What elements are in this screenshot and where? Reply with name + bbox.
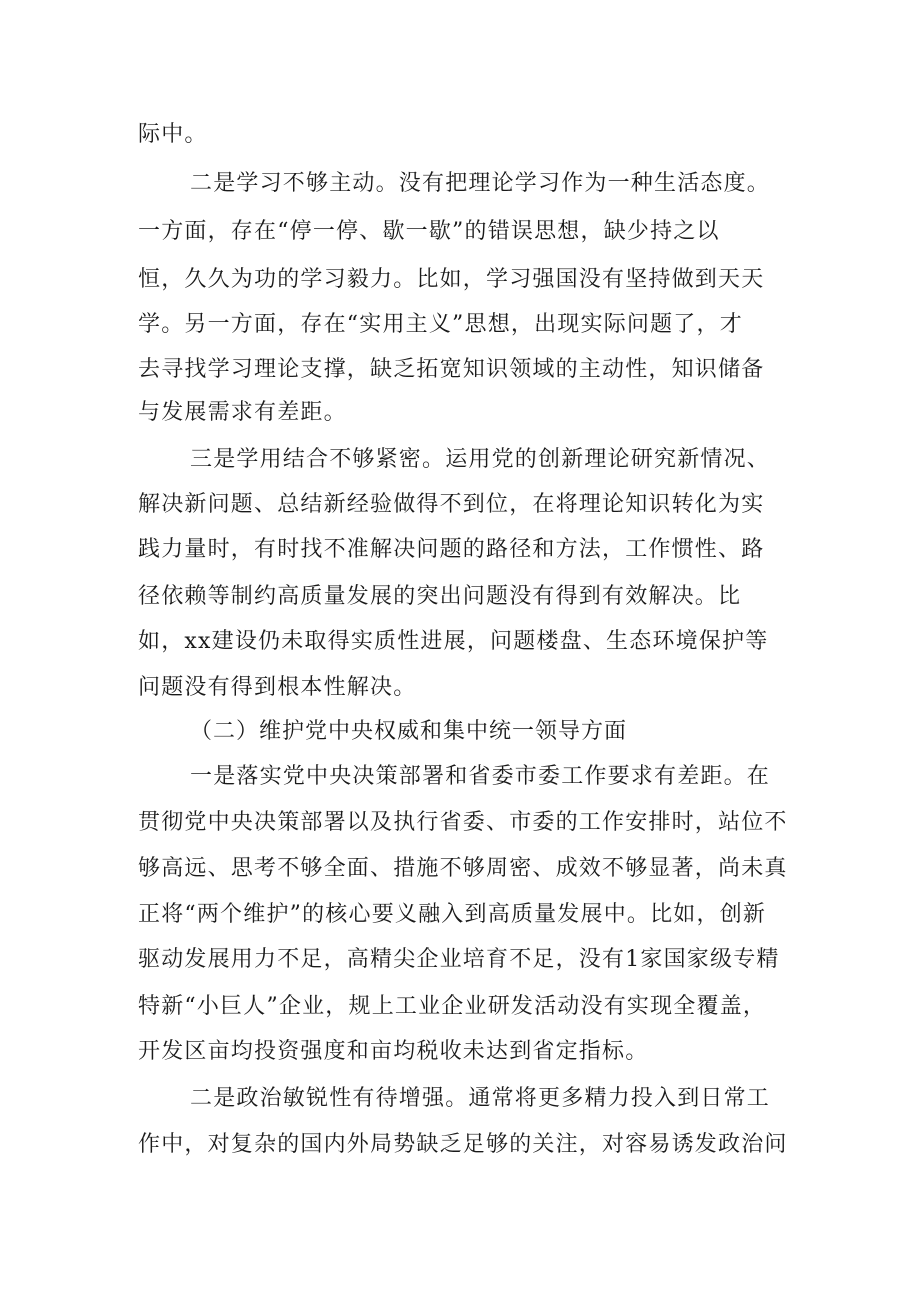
paragraph-first-line: 三是学用结合不够紧密。运用党的创新理论研究新情况、 — [190, 447, 771, 472]
text-line: 解决新问题、总结新经验做得不到位，在将理论知识转化为实 — [138, 492, 765, 517]
text-line: 与发展需求有差距。 — [138, 400, 347, 425]
text-line: 正将“两个维护”的核心要义融入到高质量发展中。比如，创新 — [138, 902, 767, 927]
text-line: 作中，对复杂的国内外局势缺乏足够的关注，对容易诱发政治问 — [138, 1132, 788, 1157]
text-line: 问题没有得到根本性解决。 — [138, 675, 417, 700]
text-line: 特新“小巨人”企业，规上工业企业研发活动没有实现全覆盖， — [138, 994, 767, 1019]
text-line: 贯彻党中央决策部署以及执行省委、市委的工作安排时，站位不 — [138, 810, 788, 835]
text-line: 径依赖等制约高质量发展的突出问题没有得到有效解决。比 — [138, 584, 742, 609]
text-line: 学。另一方面，存在“实用主义”思想，出现实际问题了，才 — [138, 312, 743, 337]
text-line: 开发区亩均投资强度和亩均税收未达到省定指标。 — [138, 1039, 649, 1064]
text-line: 驱动发展用力不足，高精尖企业培育不足，没有1家国家级专精 — [138, 947, 780, 972]
paragraph-first-line: 一是落实党中央决策部署和省委市委工作要求有差距。在 — [190, 764, 771, 789]
text-line: 如，xx建设仍未取得实质性进展，问题楼盘、生态环境保护等 — [138, 629, 769, 654]
paragraph-first-line: 二是政治敏锐性有待增强。通常将更多精力投入到日常工 — [190, 1086, 771, 1111]
text-line: 恒，久久为功的学习毅力。比如，学习强国没有坚持做到天天 — [138, 267, 765, 292]
text-line: 际中。 — [138, 122, 208, 147]
text-line: 践力量时，有时找不准解决问题的路径和方法，工作惯性、路 — [138, 537, 765, 562]
section-heading: （二）维护党中央权威和集中统一领导方面 — [190, 719, 628, 744]
text-line: 一方面，存在“停一停、歇一歇”的错误思想，缺少持之以 — [138, 219, 720, 244]
paragraph-first-line: 二是学习不够主动。没有把理论学习作为一种生活态度。 — [190, 171, 771, 196]
text-line: 够高远、思考不够全面、措施不够周密、成效不够显著，尚未真 — [138, 856, 788, 881]
text-line: 去寻找学习理论支撑，缺乏拓宽知识领域的主动性，知识储备 — [138, 357, 765, 382]
